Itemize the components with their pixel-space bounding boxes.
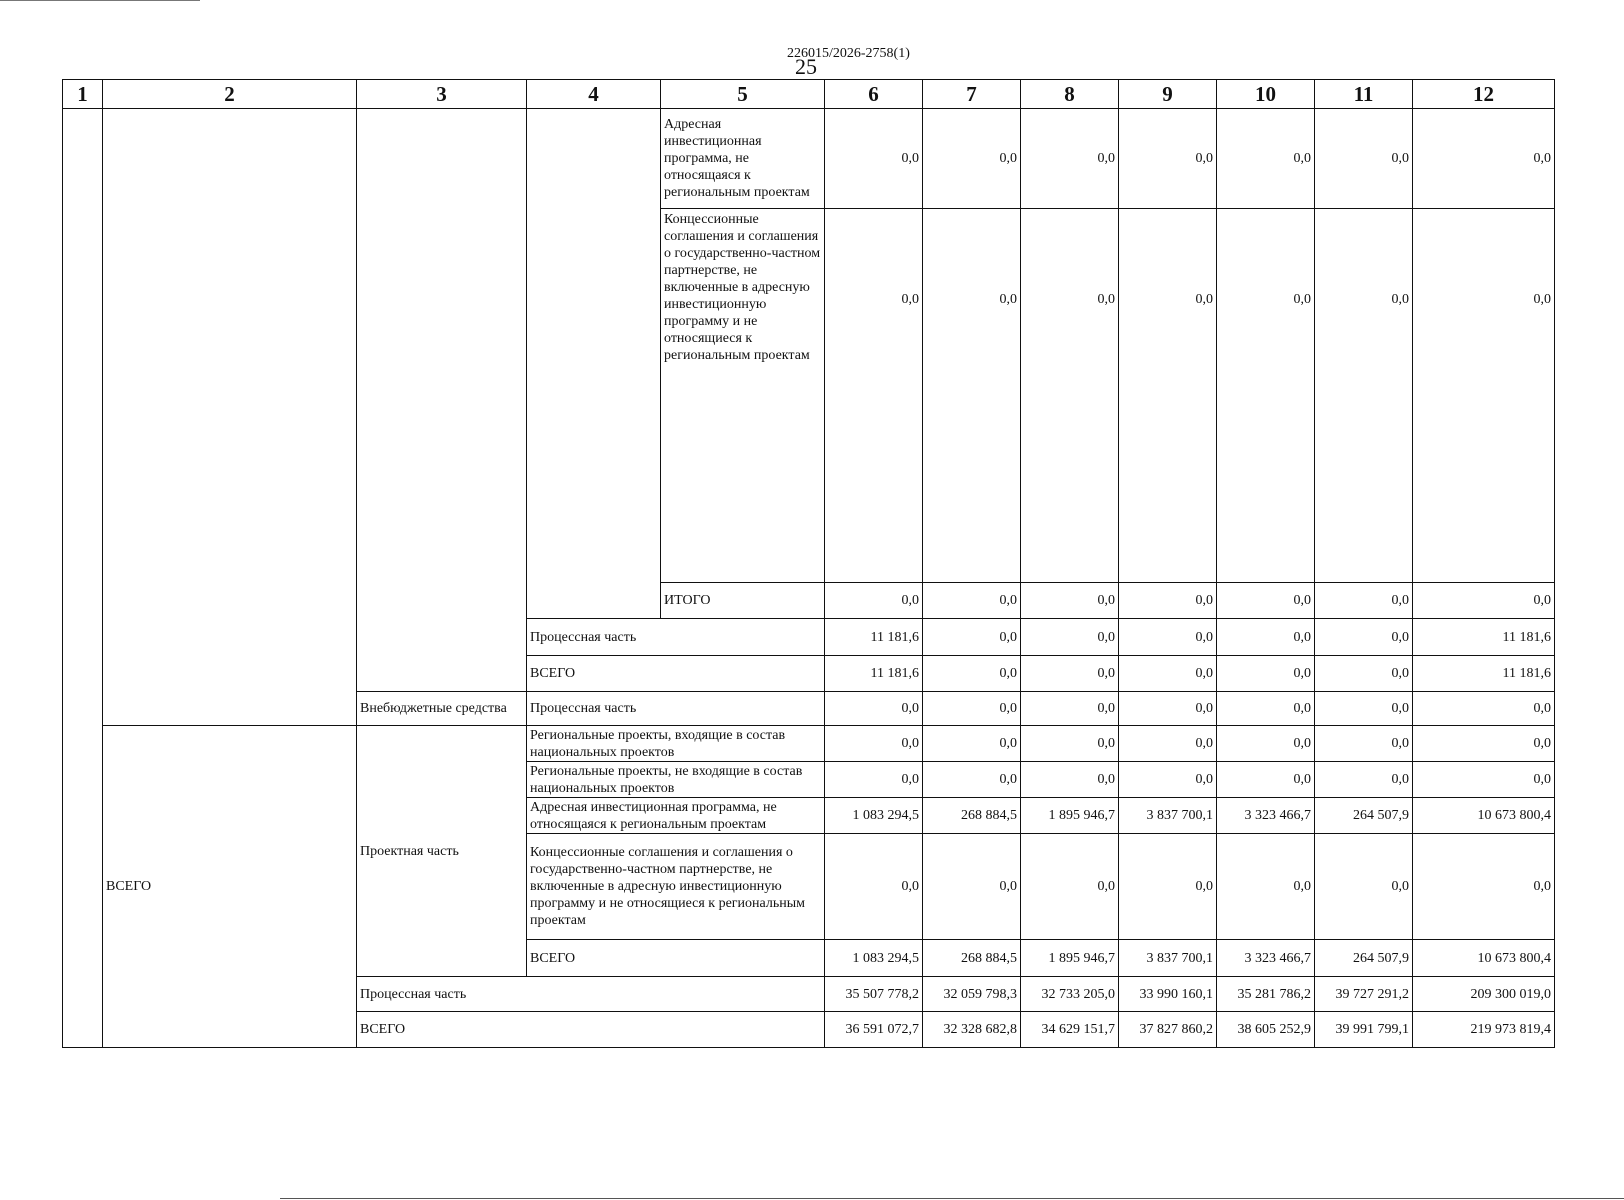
value-cell: 0,0 xyxy=(825,834,923,940)
value-cell: 32 733 205,0 xyxy=(1021,977,1119,1012)
value-cell: 10 673 800,4 xyxy=(1413,798,1555,834)
project-part-label: Проектная часть xyxy=(357,726,527,977)
value-cell: 3 837 700,1 xyxy=(1119,798,1217,834)
value-cell: 32 059 798,3 xyxy=(923,977,1021,1012)
col2-cell-empty xyxy=(103,109,357,726)
value-cell: 0,0 xyxy=(1021,209,1119,583)
value-cell: 0,0 xyxy=(1217,583,1315,619)
col-header-11: 11 xyxy=(1315,80,1413,109)
value-cell: 1 083 294,5 xyxy=(825,798,923,834)
grand-total-row-label: ВСЕГО xyxy=(357,1012,825,1048)
value-cell: 0,0 xyxy=(1413,209,1555,583)
value-cell: 11 181,6 xyxy=(1413,656,1555,692)
col1-cell xyxy=(63,109,103,1048)
value-cell: 219 973 819,4 xyxy=(1413,1012,1555,1048)
grand-total-label: ВСЕГО xyxy=(103,726,357,1048)
page-number: 25 xyxy=(795,54,817,79)
value-cell: 0,0 xyxy=(1315,692,1413,726)
value-cell: 0,0 xyxy=(1413,583,1555,619)
value-cell: 0,0 xyxy=(923,583,1021,619)
col-header-4: 4 xyxy=(527,80,661,109)
value-cell: 33 990 160,1 xyxy=(1119,977,1217,1012)
value-cell: 38 605 252,9 xyxy=(1217,1012,1315,1048)
value-cell: 0,0 xyxy=(1021,656,1119,692)
value-cell: 3 323 466,7 xyxy=(1217,940,1315,977)
value-cell: 0,0 xyxy=(1119,834,1217,940)
col-header-7: 7 xyxy=(923,80,1021,109)
value-cell: 0,0 xyxy=(1315,209,1413,583)
row-label: Адресная инвестиционная программа, не относящаяся к региональным проектам xyxy=(661,109,825,209)
row-label: Процессная часть xyxy=(527,692,825,726)
row-label: Адресная инвестиционная программа, не относящаяся к региональным проектам xyxy=(527,798,825,834)
col-header-8: 8 xyxy=(1021,80,1119,109)
value-cell: 11 181,6 xyxy=(825,656,923,692)
row-label: ВСЕГО xyxy=(527,656,825,692)
col-header-6: 6 xyxy=(825,80,923,109)
value-cell: 0,0 xyxy=(1315,762,1413,798)
value-cell: 0,0 xyxy=(1315,619,1413,656)
row-label: ВСЕГО xyxy=(527,940,825,977)
value-cell: 0,0 xyxy=(1217,209,1315,583)
value-cell: 0,0 xyxy=(923,209,1021,583)
value-cell: 11 181,6 xyxy=(1413,619,1555,656)
value-cell: 0,0 xyxy=(1413,726,1555,762)
row-label: Региональные проекты, входящие в состав национальных проектов xyxy=(527,726,825,762)
value-cell: 35 507 778,2 xyxy=(825,977,923,1012)
value-cell: 0,0 xyxy=(1119,692,1217,726)
value-cell: 35 281 786,2 xyxy=(1217,977,1315,1012)
value-cell: 0,0 xyxy=(1217,656,1315,692)
value-cell: 0,0 xyxy=(1413,692,1555,726)
value-cell: 0,0 xyxy=(1315,726,1413,762)
col-header-2: 2 xyxy=(103,80,357,109)
value-cell: 39 727 291,2 xyxy=(1315,977,1413,1012)
value-cell: 3 837 700,1 xyxy=(1119,940,1217,977)
value-cell: 0,0 xyxy=(923,692,1021,726)
value-cell: 0,0 xyxy=(1119,619,1217,656)
value-cell: 0,0 xyxy=(923,726,1021,762)
value-cell: 0,0 xyxy=(1217,762,1315,798)
value-cell: 10 673 800,4 xyxy=(1413,940,1555,977)
col-header-12: 12 xyxy=(1413,80,1555,109)
value-cell: 11 181,6 xyxy=(825,619,923,656)
value-cell: 0,0 xyxy=(1217,619,1315,656)
extrabudget-label: Внебюджетные средства xyxy=(357,692,527,726)
value-cell: 37 827 860,2 xyxy=(1119,1012,1217,1048)
process-part-label: Процессная часть xyxy=(357,977,825,1012)
table-row xyxy=(63,109,1555,209)
budget-table xyxy=(62,79,1555,1048)
value-cell: 0,0 xyxy=(1315,656,1413,692)
value-cell: 0,0 xyxy=(1119,656,1217,692)
value-cell: 0,0 xyxy=(1021,834,1119,940)
value-cell: 0,0 xyxy=(923,656,1021,692)
row-label: Концессионные соглашения и соглашения о государственно-частном партнерстве, не включенные в адресную инвестиционную программу и не относящиеся к региональным проектам xyxy=(661,209,825,583)
row-label: Региональные проекты, не входящие в состав национальных проектов xyxy=(527,762,825,798)
value-cell: 0,0 xyxy=(825,109,923,209)
value-cell: 0,0 xyxy=(1021,619,1119,656)
row-label: Процессная часть xyxy=(527,619,825,656)
budget-table-sheet xyxy=(62,79,1555,1048)
value-cell: 0,0 xyxy=(1021,109,1119,209)
value-cell: 0,0 xyxy=(1217,726,1315,762)
value-cell: 39 991 799,1 xyxy=(1315,1012,1413,1048)
value-cell: 0,0 xyxy=(1413,762,1555,798)
value-cell: 0,0 xyxy=(825,762,923,798)
value-cell: 34 629 151,7 xyxy=(1021,1012,1119,1048)
col-header-3: 3 xyxy=(357,80,527,109)
value-cell: 0,0 xyxy=(825,692,923,726)
col-header-1: 1 xyxy=(63,80,103,109)
value-cell: 268 884,5 xyxy=(923,798,1021,834)
value-cell: 0,0 xyxy=(923,619,1021,656)
column-number-row xyxy=(63,80,1555,109)
value-cell: 1 895 946,7 xyxy=(1021,798,1119,834)
value-cell: 0,0 xyxy=(1119,109,1217,209)
value-cell: 0,0 xyxy=(1021,692,1119,726)
col4-cell-empty xyxy=(527,109,661,619)
value-cell: 0,0 xyxy=(1119,583,1217,619)
value-cell: 36 591 072,7 xyxy=(825,1012,923,1048)
value-cell: 0,0 xyxy=(923,834,1021,940)
value-cell: 0,0 xyxy=(1413,834,1555,940)
document-id: 226015/2026-2758(1) xyxy=(787,46,910,61)
table-row xyxy=(63,726,1555,762)
value-cell: 0,0 xyxy=(1315,583,1413,619)
col-header-9: 9 xyxy=(1119,80,1217,109)
value-cell: 0,0 xyxy=(1413,109,1555,209)
value-cell: 0,0 xyxy=(1021,762,1119,798)
value-cell: 0,0 xyxy=(923,762,1021,798)
value-cell: 1 895 946,7 xyxy=(1021,940,1119,977)
value-cell: 0,0 xyxy=(1021,726,1119,762)
value-cell: 32 328 682,8 xyxy=(923,1012,1021,1048)
value-cell: 0,0 xyxy=(1217,834,1315,940)
value-cell: 1 083 294,5 xyxy=(825,940,923,977)
value-cell: 0,0 xyxy=(825,726,923,762)
value-cell: 0,0 xyxy=(825,209,923,583)
value-cell: 264 507,9 xyxy=(1315,798,1413,834)
value-cell: 0,0 xyxy=(1217,109,1315,209)
value-cell: 268 884,5 xyxy=(923,940,1021,977)
value-cell: 0,0 xyxy=(1217,692,1315,726)
col-header-5: 5 xyxy=(661,80,825,109)
scan-edge-top xyxy=(0,0,200,1)
col3-cell-empty xyxy=(357,109,527,692)
value-cell: 0,0 xyxy=(1315,109,1413,209)
value-cell: 0,0 xyxy=(1119,209,1217,583)
row-label: ИТОГО xyxy=(661,583,825,619)
value-cell: 264 507,9 xyxy=(1315,940,1413,977)
value-cell: 3 323 466,7 xyxy=(1217,798,1315,834)
row-label: Концессионные соглашения и соглашения о государственно-частном партнерстве, не включенные в адресную инвестиционную программу и не относящиеся к региональным проектам xyxy=(527,834,825,940)
value-cell: 0,0 xyxy=(825,583,923,619)
value-cell: 0,0 xyxy=(923,109,1021,209)
scan-edge-bottom xyxy=(280,1198,1624,1199)
value-cell: 0,0 xyxy=(1021,583,1119,619)
value-cell: 209 300 019,0 xyxy=(1413,977,1555,1012)
col-header-10: 10 xyxy=(1217,80,1315,109)
value-cell: 0,0 xyxy=(1119,762,1217,798)
value-cell: 0,0 xyxy=(1315,834,1413,940)
value-cell: 0,0 xyxy=(1119,726,1217,762)
